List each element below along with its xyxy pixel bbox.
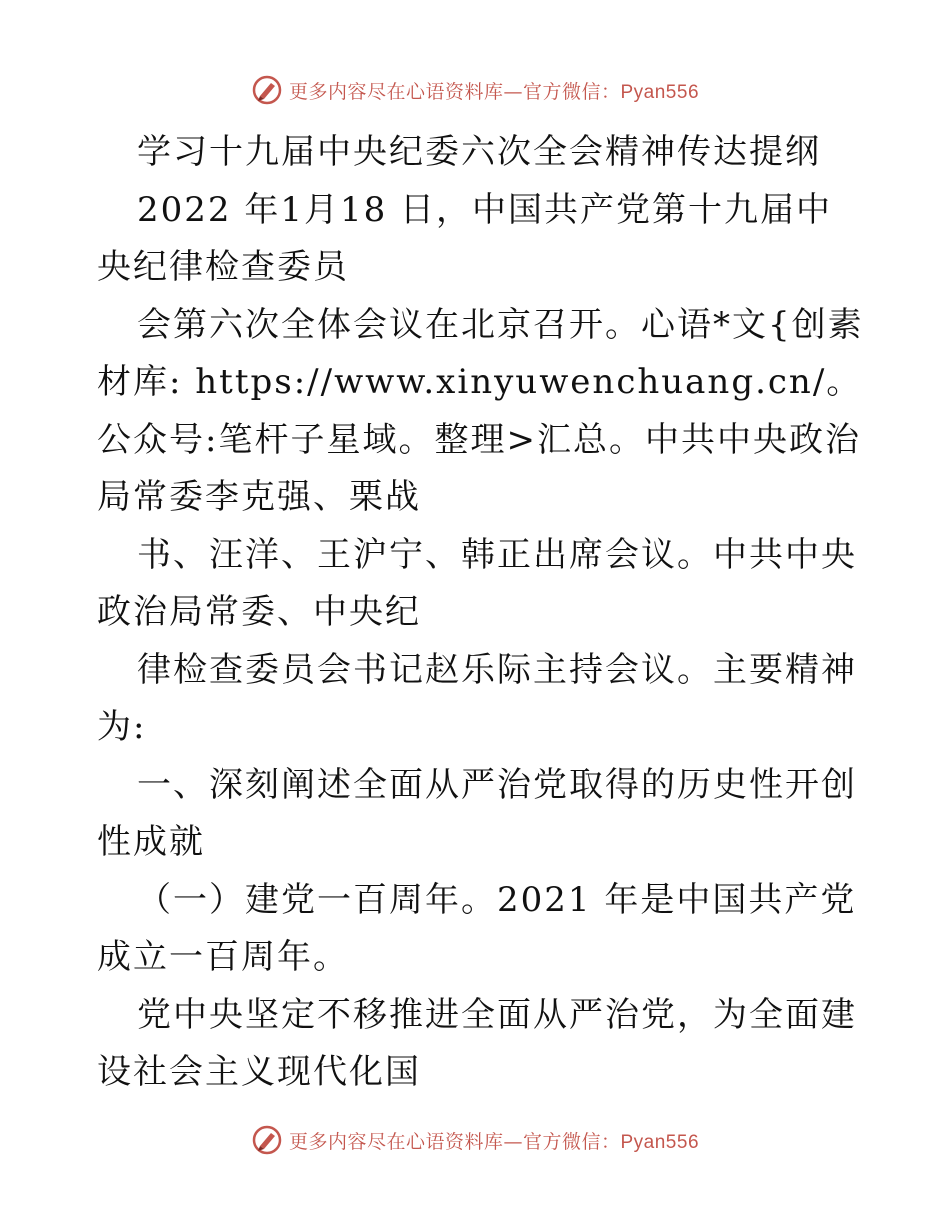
pen-logo-icon — [251, 74, 283, 106]
paragraph: 律检查委员会书记赵乐际主持会议。主要精神为: — [97, 649, 857, 747]
document-title: 学习十九届中央纪委六次全会精神传达提纲 — [137, 132, 821, 172]
pen-logo-icon — [251, 1124, 283, 1156]
banner-text: 更多内容尽在心语资料库—官方微信： — [288, 1130, 621, 1153]
paragraph: （一）建党一百周年。2021 年是中国共产党成立一百周年。 — [97, 879, 857, 977]
watermark-banner-top — [0, 70, 950, 110]
paragraph: 2022 年1月18 日，中国共产党第十九届中央纪律检查委员 — [97, 189, 833, 287]
paragraph: 一、深刻阐述全面从严治党取得的历史性开创性成就 — [97, 764, 857, 862]
document-body — [97, 124, 867, 1102]
paragraph: 书、汪洋、王沪宁、韩正出席会议。中共中央政治局常委、中央纪 — [97, 534, 857, 632]
banner-text: 更多内容尽在心语资料库—官方微信： — [288, 80, 621, 103]
banner-account: Pyan556 — [620, 1131, 700, 1153]
watermark-banner-bottom — [0, 1120, 950, 1160]
banner-account: Pyan556 — [620, 81, 700, 103]
paragraph: 会第六次全体会议在北京召开。心语*文{创素材库: https://www.xinyuwenchuang.cn/。公众号:笔杆子星域。整理>汇总。中共中央政治局常委李克强、栗战 — [97, 304, 864, 517]
paragraph: 党中央坚定不移推进全面从严治党，为全面建设社会主义现代化国 — [97, 994, 857, 1092]
